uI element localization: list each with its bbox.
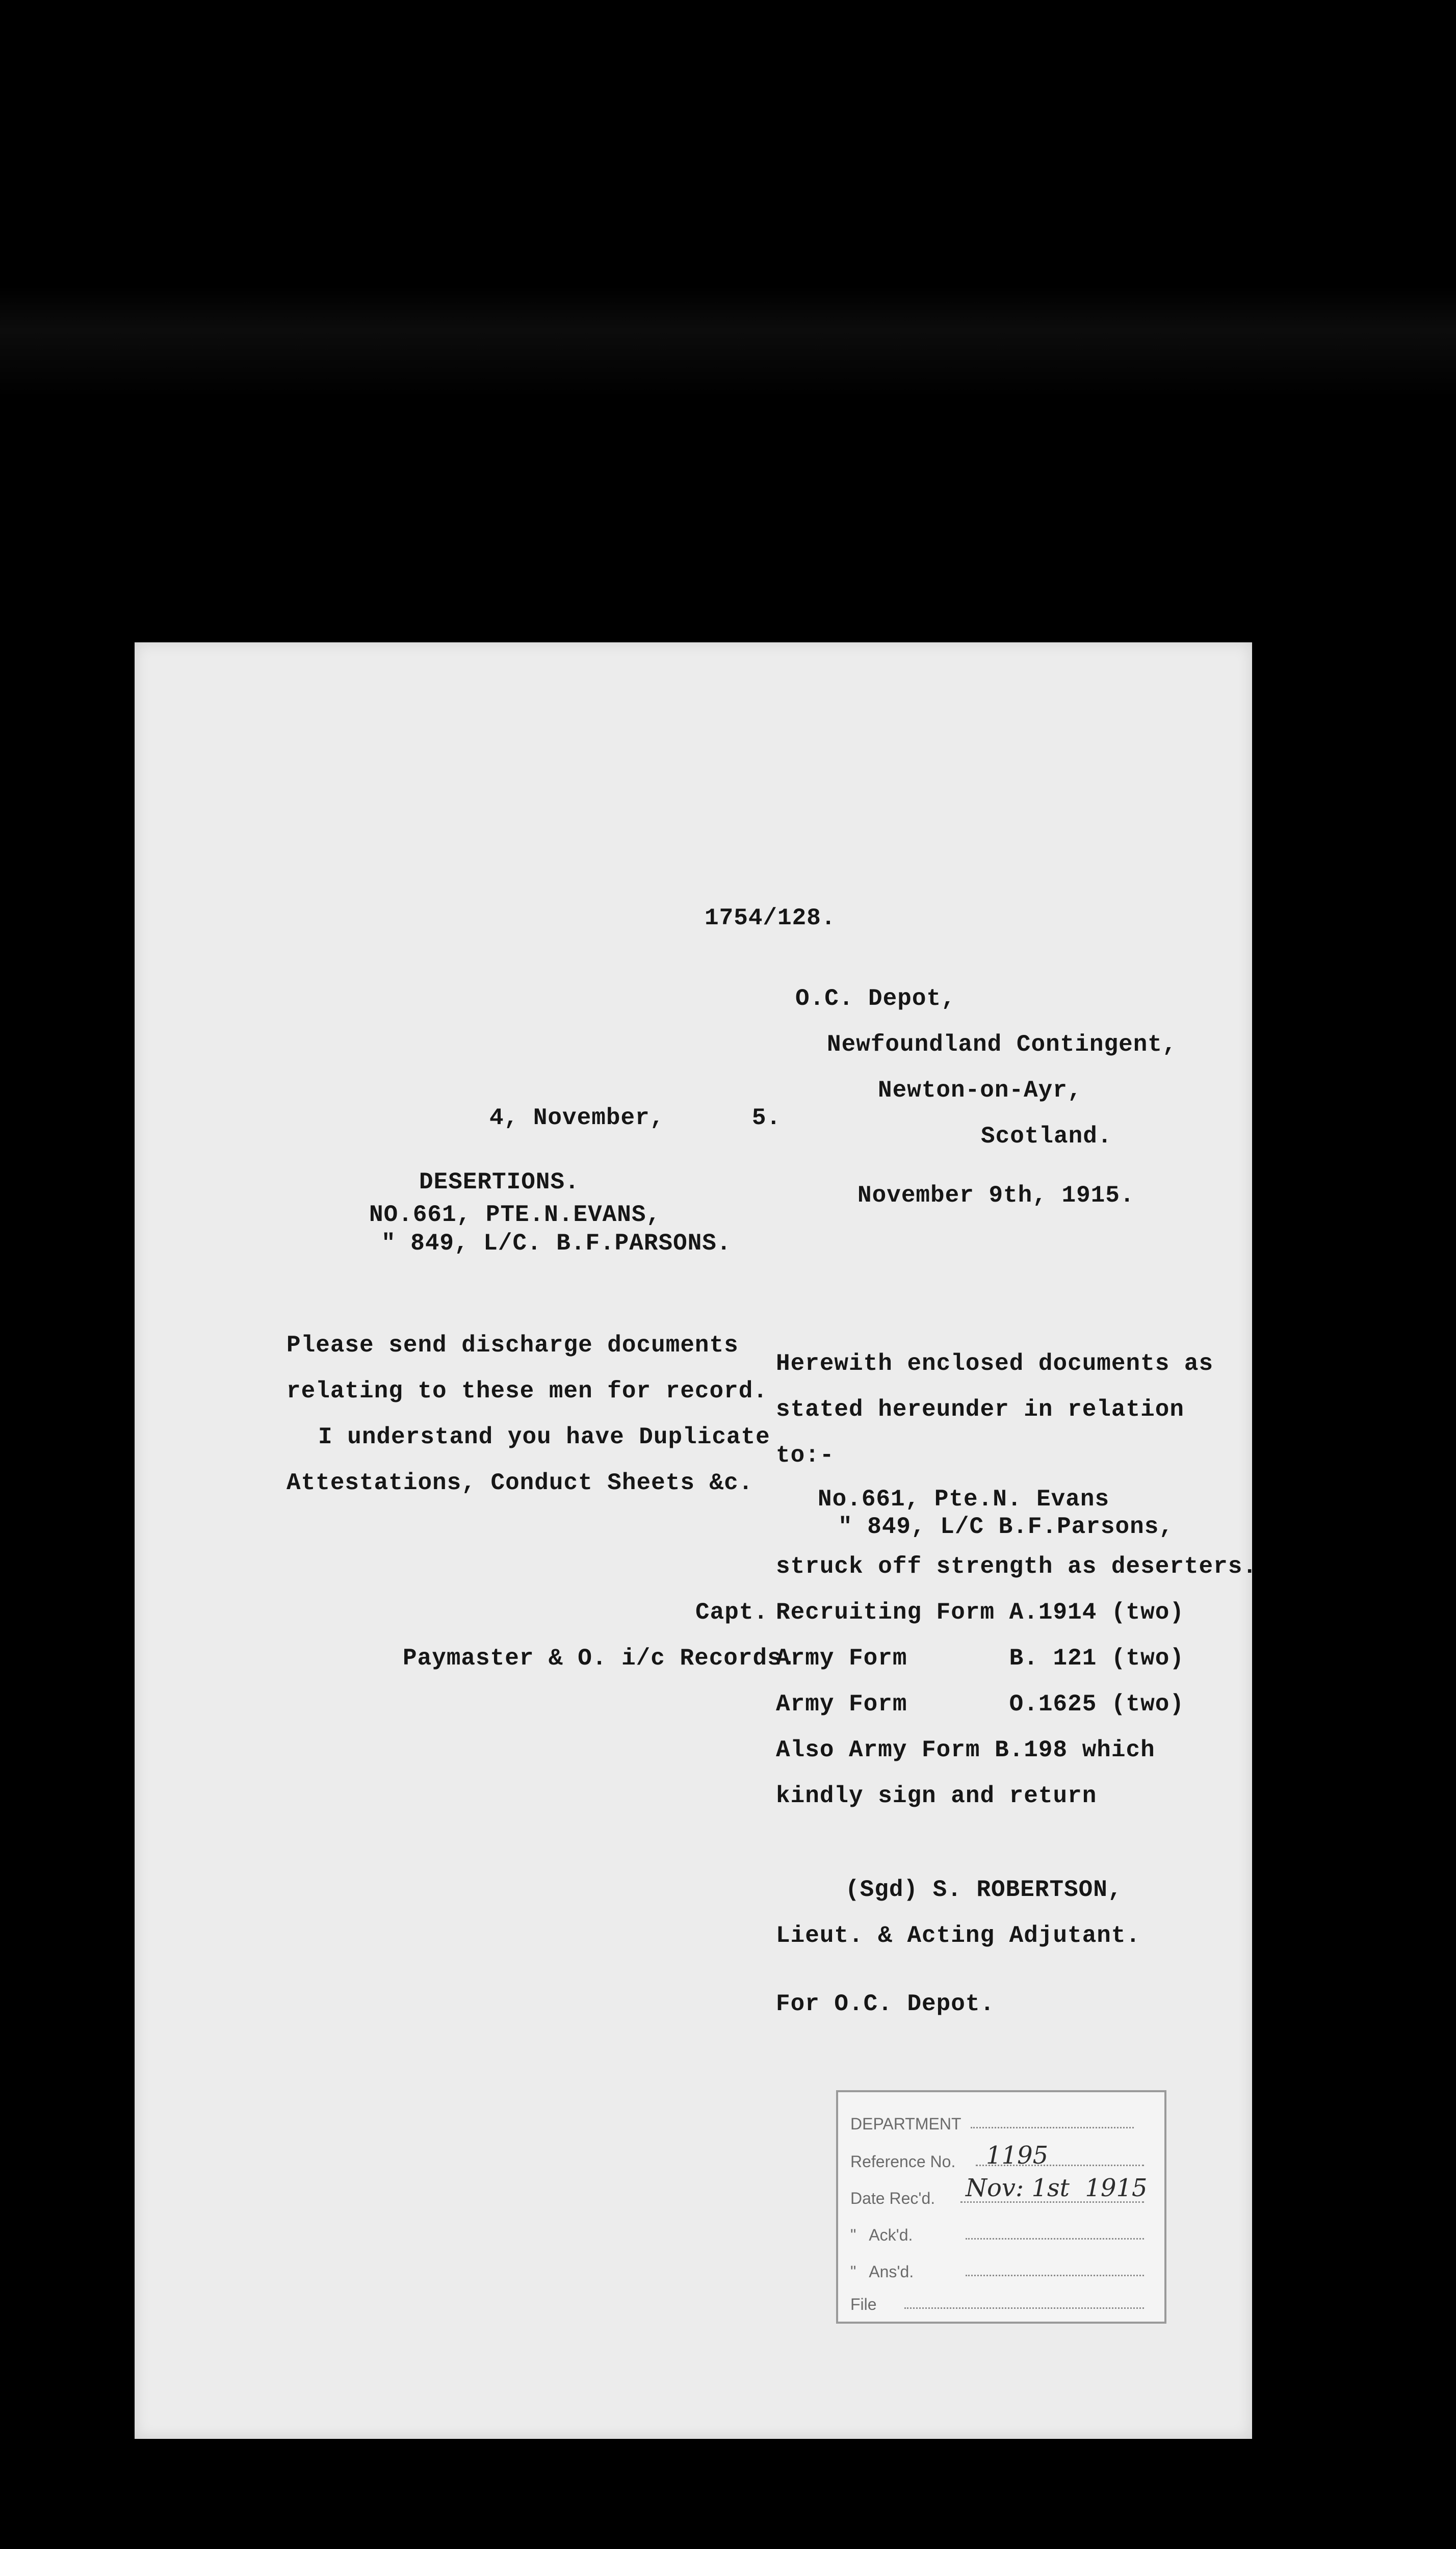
reply-line1: Herewith enclosed documents as: [776, 1350, 1214, 1377]
stamp-ansd-rule: [966, 2275, 1144, 2276]
reply-line9: Army Form O.1625 (two): [776, 1691, 1184, 1718]
depot-address-line3: Newton-on-Ayr,: [878, 1077, 1082, 1104]
subject-man-2: " 849, L/C. B.F.PARSONS.: [381, 1230, 732, 1257]
stamp-title-rule: [971, 2127, 1134, 2128]
reply-line4: No.661, Pte.N. Evans: [818, 1486, 1110, 1513]
minute-body-line1: Please send discharge documents: [287, 1332, 739, 1359]
reply-line11: kindly sign and return: [776, 1783, 1097, 1809]
minute-body-line2: relating to these men for record.: [287, 1378, 768, 1404]
reply-line8: Army Form B. 121 (two): [776, 1645, 1184, 1672]
minute-body-line4: Attestations, Conduct Sheets &c.: [287, 1470, 753, 1496]
stamp-reference-label: Reference No.: [850, 2152, 956, 2171]
reply-line5: " 849, L/C B.F.Parsons,: [838, 1514, 1174, 1540]
stamp-ackd-rule: [966, 2238, 1144, 2240]
minute-signature-rank: Capt.: [695, 1599, 769, 1626]
stamp-date-label: Date Rec'd.: [850, 2189, 935, 2207]
depot-address-line1: O.C. Depot,: [795, 985, 956, 1012]
reply-line3: to:-: [776, 1442, 835, 1469]
reply-signature: (Sgd) S. ROBERTSON,: [845, 1877, 1123, 1903]
depot-address-line4: Scotland.: [981, 1123, 1112, 1150]
subject-heading: DESERTIONS.: [419, 1169, 580, 1195]
minute-signature-title: Paymaster & O. i/c Records.: [403, 1645, 797, 1672]
reply-date: November 9th, 1915.: [857, 1182, 1135, 1209]
reply-line6: struck off strength as deserters.: [776, 1553, 1257, 1580]
stamp-date-handwriting: Nov: 1st 1915: [966, 2174, 1148, 2202]
file-reference: 1754/128.: [705, 905, 836, 931]
reply-line2: stated hereunder in relation: [776, 1396, 1184, 1423]
depot-address-line2: Newfoundland Contingent,: [827, 1031, 1177, 1058]
stamp-file-label: File: [850, 2295, 877, 2313]
scan-dark-band: [0, 285, 1456, 398]
minute-body-line3: I understand you have Duplicate: [318, 1424, 770, 1450]
minute-date: 4, November, 5.: [489, 1105, 782, 1131]
department-received-stamp: [836, 2090, 1166, 2324]
reply-line10: Also Army Form B.198 which: [776, 1737, 1155, 1763]
stamp-ackd-label: " Ack'd.: [850, 2226, 913, 2244]
stamp-reference-handwriting: 1195: [986, 2141, 1049, 2170]
reply-signature-title: Lieut. & Acting Adjutant.: [776, 1922, 1141, 1949]
stamp-ansd-label: " Ans'd.: [850, 2262, 914, 2281]
stamp-file-rule: [904, 2307, 1144, 2309]
stamp-title: DEPARTMENT: [850, 2115, 961, 2133]
reply-line7: Recruiting Form A.1914 (two): [776, 1599, 1184, 1626]
subject-man-1: NO.661, PTE.N.EVANS,: [369, 1202, 661, 1228]
reply-signature-for: For O.C. Depot.: [776, 1991, 995, 2017]
